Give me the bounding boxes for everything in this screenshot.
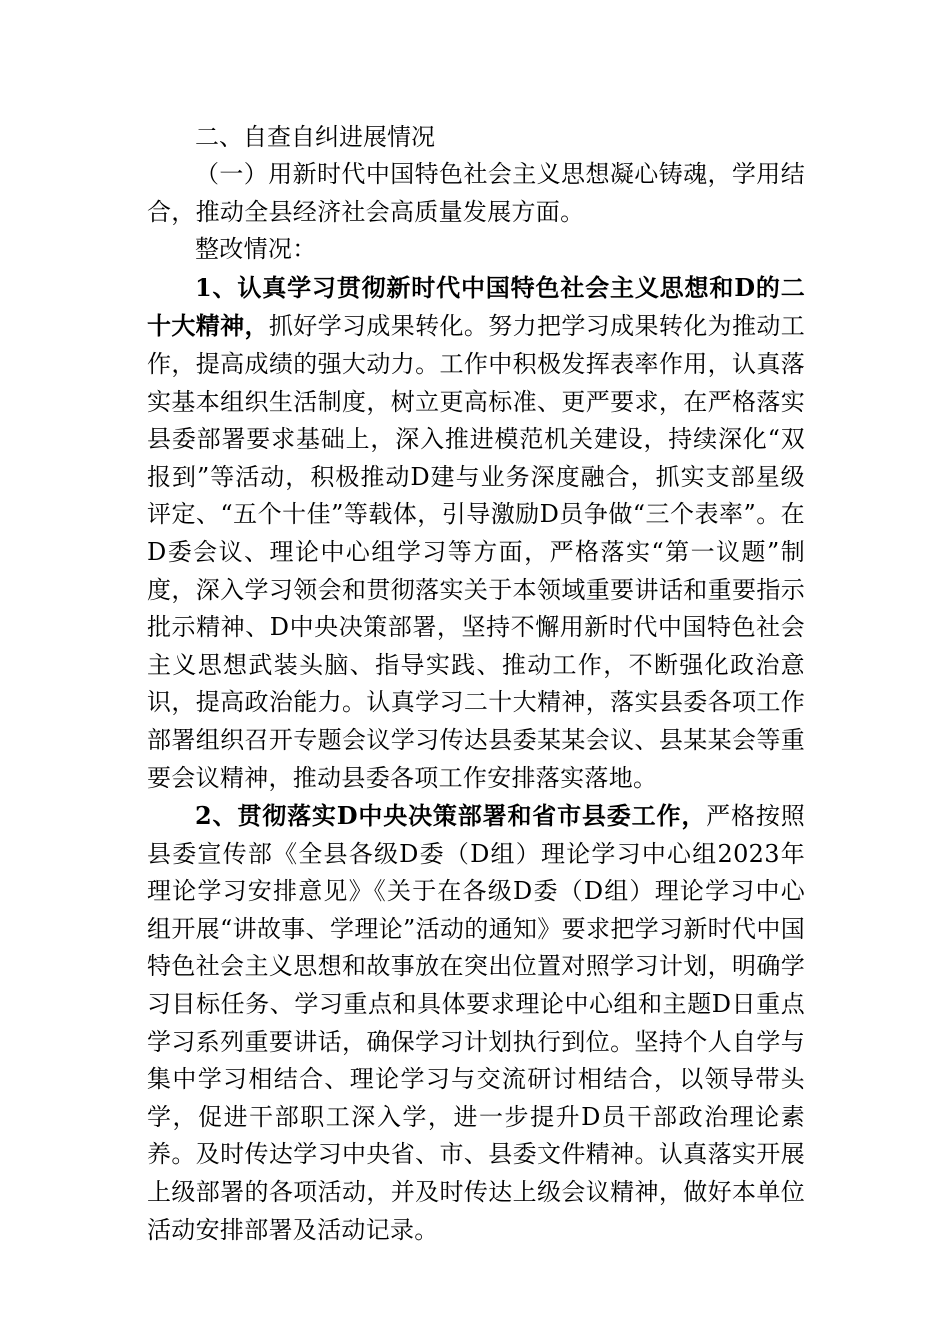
- item-2-paragraph: [147, 797, 805, 1249]
- item-2-lead: 2、贯彻落实D中央决策部署和省市县委工作，: [195, 801, 707, 831]
- subsection-heading: （一）用新时代中国特色社会主义思想凝心铸魂，学用结合，推动全县经济社会高质量发展方面。: [147, 160, 805, 226]
- section-heading: 二、自查自纠进展情况: [195, 123, 435, 151]
- item-1-body: 抓好学习成果转化。努力把学习成果转化为推动工作，提高成绩的强大动力。工作中积极发挥表率作用，认真落实基本组织生活制度，树立更高标准、更严要求，在严格落实县委部署要求基础上，深入推进模范机关建设，持续深化“双报到”等活动，积极推动D建与业务深度融合，抓实支部星级评定、“五个十佳”等载体，引导激励D员争做“三个表率”。在D委会议、理论中心组学习等方面，严格落实“第一议题”制度，深入学习领会和贯彻落实关于本领域重要讲话和重要指示批示精神、D中央决策部署，坚持不懈用新时代中国特色社会主义思想武装头脑、指导实践、推动工作，不断强化政治意识，提高政治能力。认真学习二十大精神，落实县委各项工作部署组织召开专题会议学习传达县委某某会议、县某某会等重要会议精神，推动县委各项工作安排落实落地。: [147, 312, 806, 792]
- item-2-body: 严格按照县委宣传部《全县各级D委（D组）理论学习中心组2023年理论学习安排意见》《关于在各级D委（D组）理论学习中心组开展“讲故事、学理论”活动的通知》要求把学习新时代中国特色社会主义思想和故事放在突出位置对照学习计划，明确学习目标任务、学习重点和具体要求理论中心组和主题D日重点学习系列重要讲话，确保学习计划执行到位。坚持个人自学与集中学习相结合、理论学习与交流研讨相结合，以领导带头学，促进干部职工深入学，进一步提升D员干部政治理论素养。及时传达学习中央省、市、县委文件精神。认真落实开展上级部署的各项活动，并及时传达上级会议精神，做好本单位活动安排部署及活动记录。: [147, 802, 805, 1244]
- item-1-lead: 1、认真学习贯彻新时代中国特色社会主义思想和D的二十大精神，: [147, 272, 805, 341]
- rectification-label: 整改情况：: [195, 235, 317, 264]
- item-1-paragraph: [147, 269, 805, 797]
- document-page: [147, 118, 805, 1249]
